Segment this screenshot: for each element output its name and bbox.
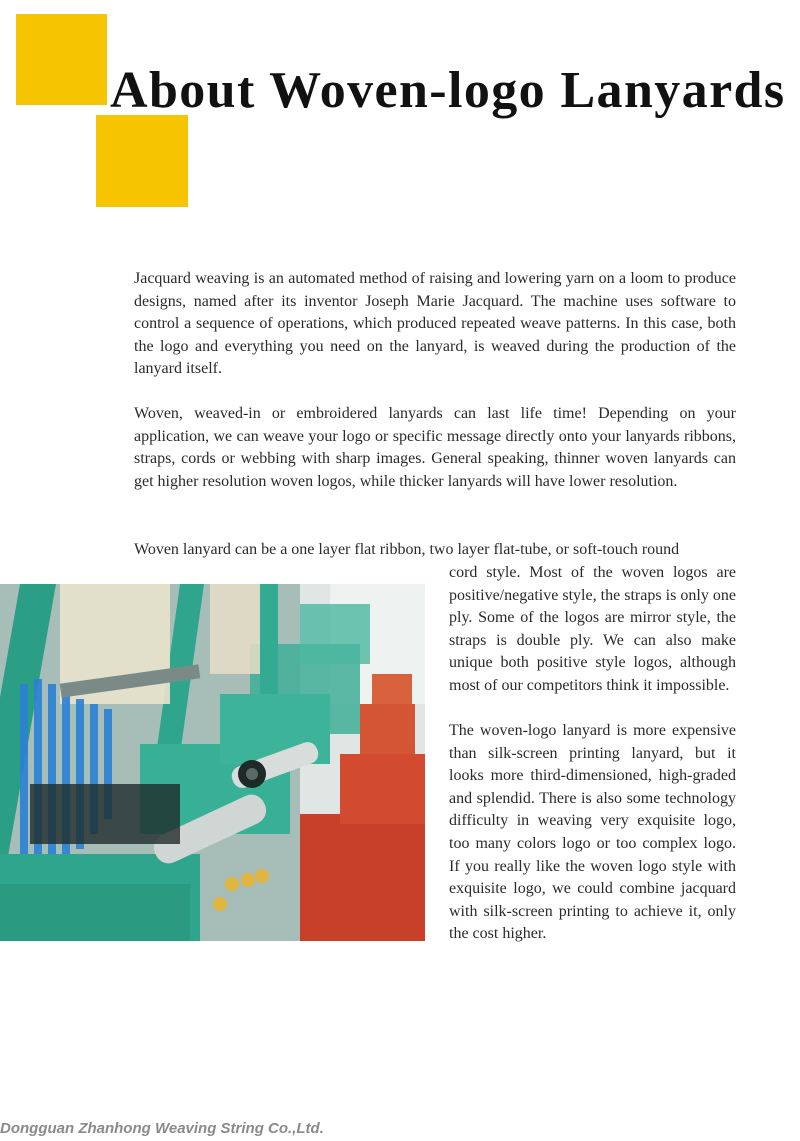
red-bin — [300, 814, 425, 941]
red-bin — [372, 674, 412, 704]
weaving-machines-photo — [0, 584, 425, 941]
paragraph-jacquard-intro: Jacquard weaving is an automated method of raising and lowering yarn on a loom to produce designs, named after its inventor Joseph Marie Jacquard. The machine uses software to control a sequence of operations, which produced repeated weave patterns. In this case, both the logo and everything you need on the lanyard, is weaved during the production of the lanyard itself. — [134, 270, 736, 378]
paragraph-woven-durability: Woven, weaved-in or embroidered lanyards can last life time! Depending on your application, we can weave your logo or specific message directly onto your lanyards ribbons, straps, cords or webbing with sharp images. General speaking, thinner woven lanyards can get higher resolution woven logos, while thicker lanyards will have lower resolution. — [134, 405, 736, 490]
decorative-yellow-square-bottom — [96, 115, 188, 207]
paragraph-woven-styles: cord style. Most of the woven logos are positive/negative style, the straps is only one ply. Some of the logos are mirror style, the straps is double ply. We can also make unique both positive style logos, although most of our competitors think it impossible. — [449, 564, 736, 694]
paragraph-woven-cost: The woven-logo lanyard is more expensive than silk-screen printing lanyard, but it looks more third-dimensioned, high-graded and splendid. There is also some technology difficulty in weaving very exquisite logo, too many colors logo or too complex logo. If you really like the woven logo style with exquisite logo, we could combine jacquard with silk-screen printing to achieve it, only the cost higher. — [449, 722, 736, 943]
red-bin — [360, 704, 415, 754]
page-title: About Woven-logo Lanyards — [110, 62, 786, 119]
decorative-yellow-square-top — [16, 14, 107, 105]
red-bin — [340, 754, 425, 824]
company-footer: Dongguan Zhanhong Weaving String Co.,Ltd. — [0, 1120, 324, 1137]
paragraph-woven-styles-lead: Woven lanyard can be a one layer flat ribbon, two layer flat-tube, or soft-touch round — [134, 541, 680, 558]
